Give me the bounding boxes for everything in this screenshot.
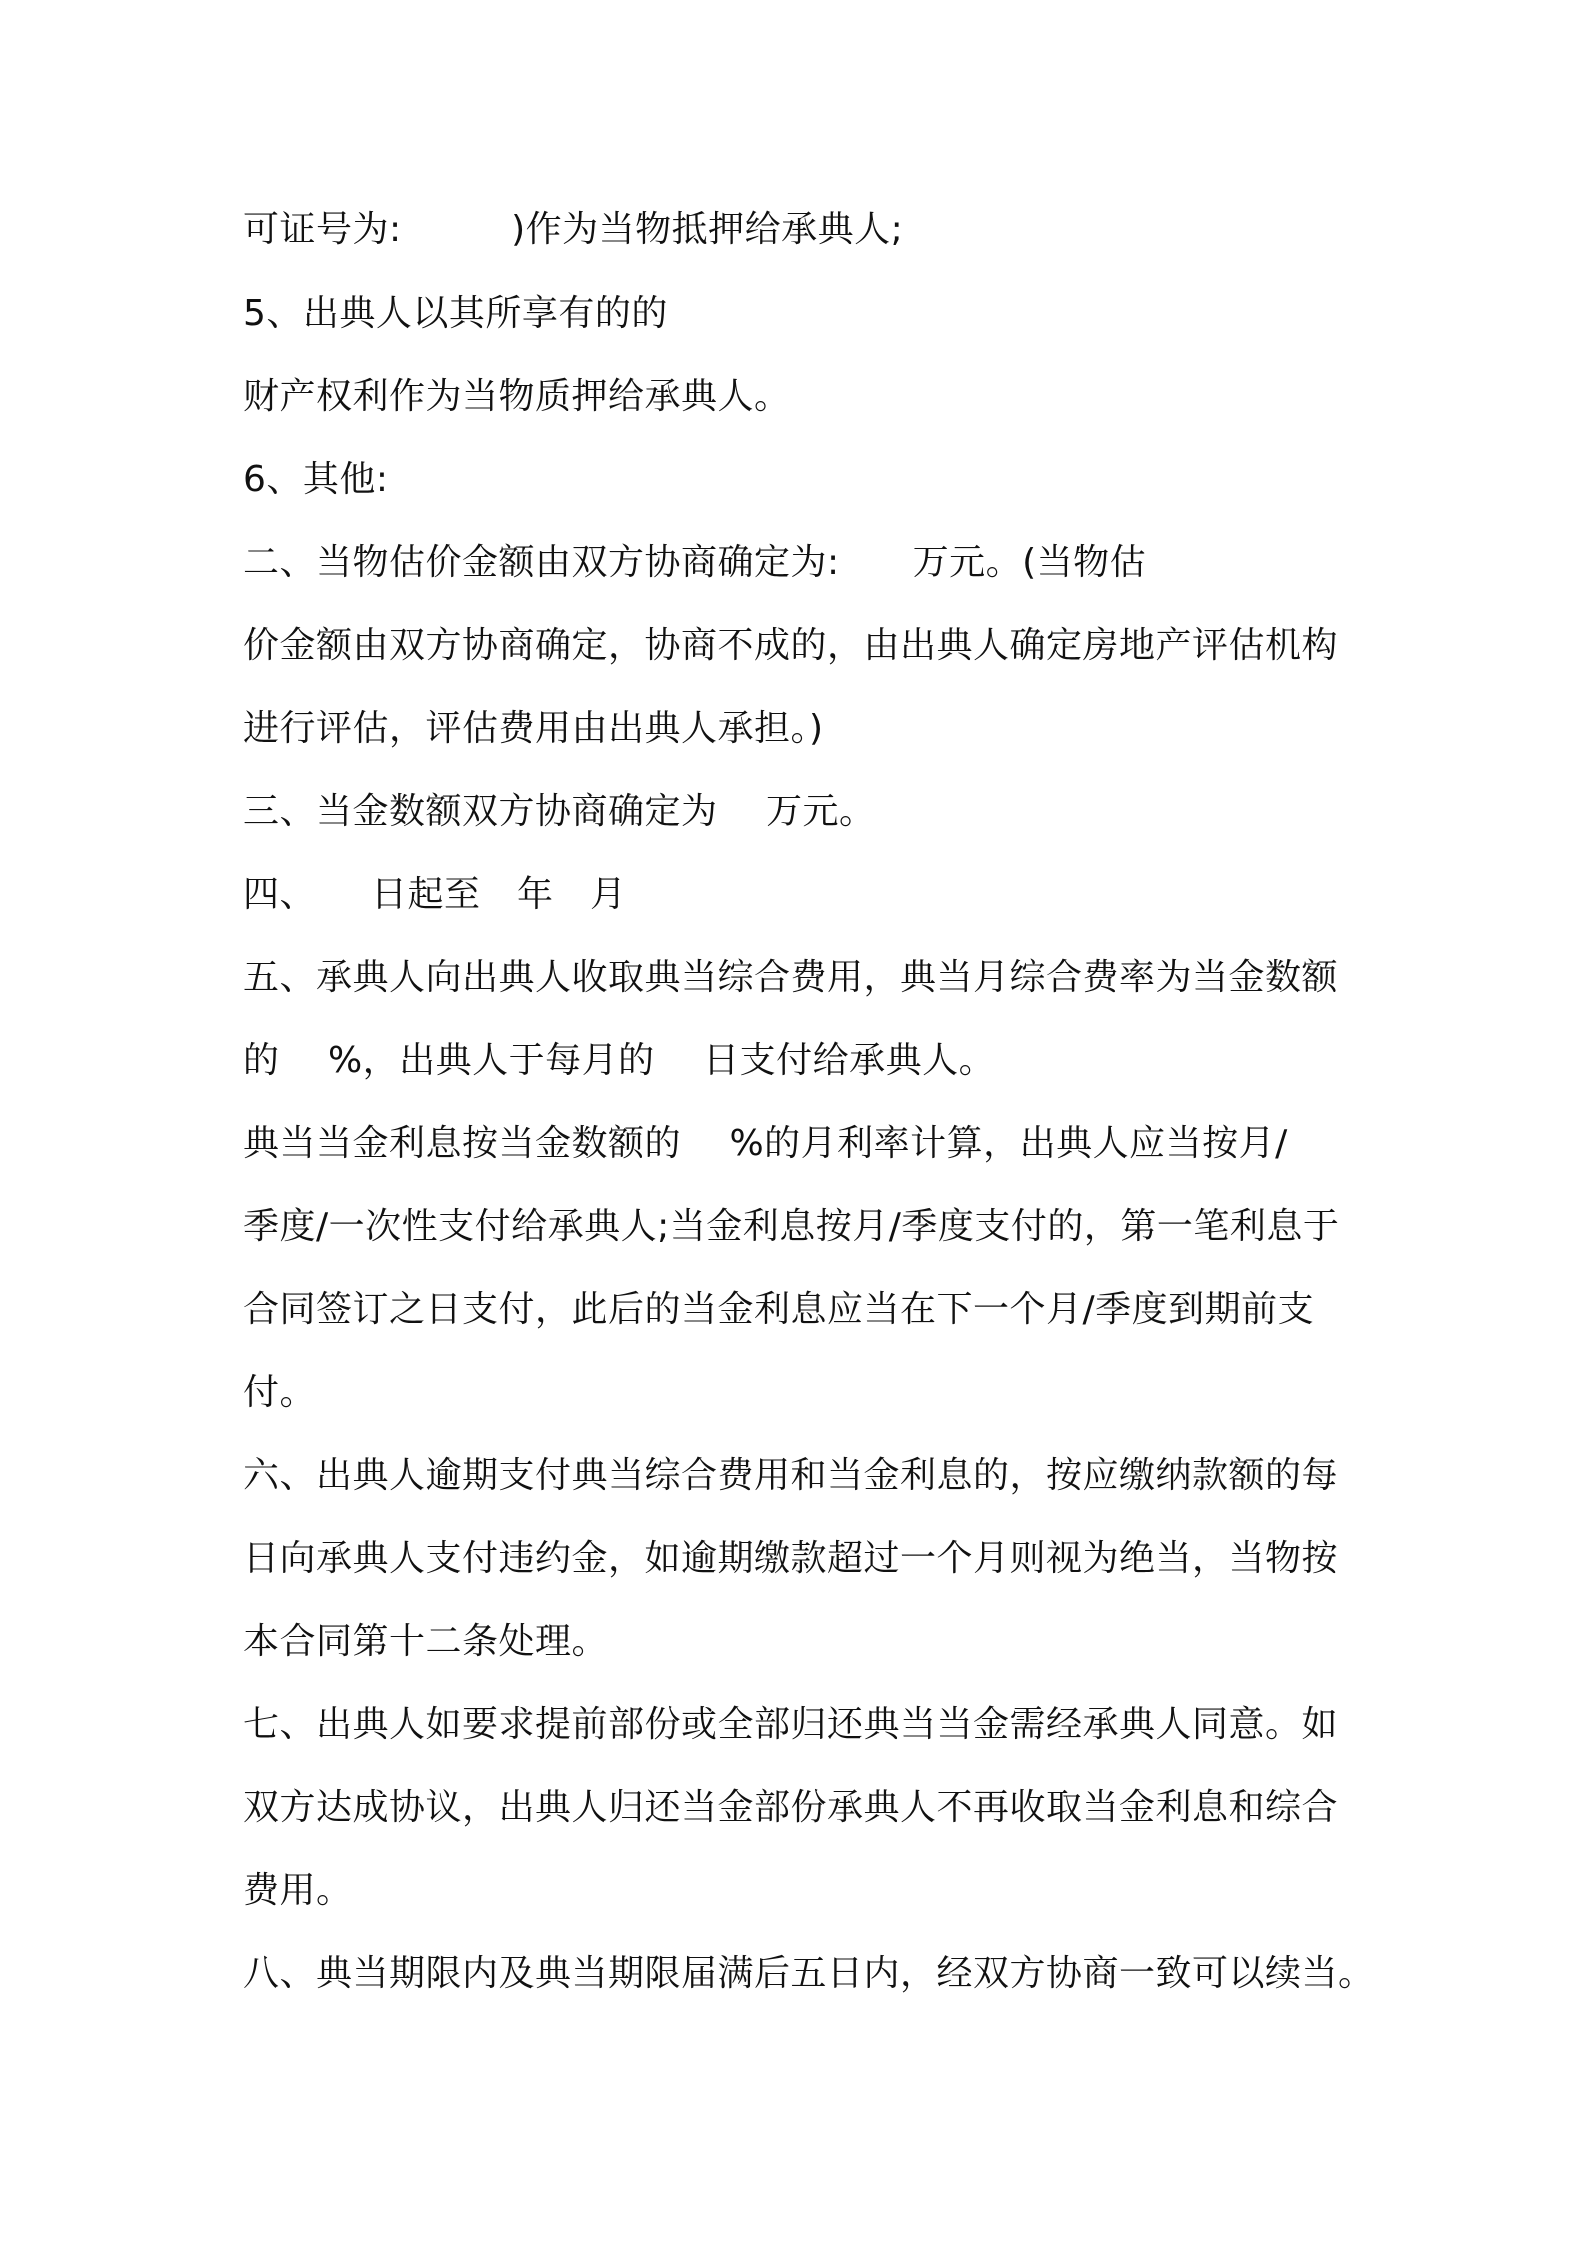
text-line: 八、典当期限内及典当期限届满后五日内，经双方协商一致可以续当。 [243, 1953, 1375, 1994]
text-line: 价金额由双方协商确定，协商不成的，由出典人确定房地产评估机构 [243, 625, 1339, 666]
text-line: 财产权利作为当物质押给承典人。 [243, 376, 791, 417]
text-line: 典当当金利息按当金数额的 %的月利率计算，出典人应当按月/ [243, 1123, 1288, 1164]
text-line: 进行评估，评估费用由出典人承担。) [243, 708, 824, 749]
text-line: 费用。 [243, 1870, 353, 1911]
text-line: 的 %，出典人于每月的 日支付给承典人。 [243, 1040, 996, 1081]
text-line: 付。 [243, 1372, 317, 1413]
text-line: 6、其他: [243, 459, 389, 500]
text-line: 可证号为: )作为当物抵押给承典人; [243, 209, 904, 250]
text-line: 三、当金数额双方协商确定为 万元。 [243, 791, 876, 832]
text-line: 五、承典人向出典人收取典当综合费用，典当月综合费率为当金数额 [243, 957, 1339, 998]
text-line: 双方达成协议，出典人归还当金部份承典人不再收取当金利息和综合 [243, 1787, 1339, 1828]
text-line: 5、出典人以其所享有的的 [243, 293, 668, 334]
text-line: 本合同第十二条处理。 [243, 1621, 609, 1662]
text-line: 二、当物估价金额由双方协商确定为: 万元。(当物估 [243, 542, 1147, 583]
text-line: 六、出典人逾期支付典当综合费用和当金利息的，按应缴纳款额的每 [243, 1455, 1339, 1496]
text-line: 日向承典人支付违约金，如逾期缴款超过一个月则视为绝当，当物按 [243, 1538, 1339, 1579]
text-line: 四、 日起至 年 月 [243, 874, 627, 915]
text-line: 季度/一次性支付给承典人;当金利息按月/季度支付的，第一笔利息于 [243, 1206, 1340, 1247]
text-line: 七、出典人如要求提前部份或全部归还典当当金需经承典人同意。如 [243, 1704, 1339, 1745]
text-line: 合同签订之日支付，此后的当金利息应当在下一个月/季度到期前支 [243, 1289, 1315, 1330]
